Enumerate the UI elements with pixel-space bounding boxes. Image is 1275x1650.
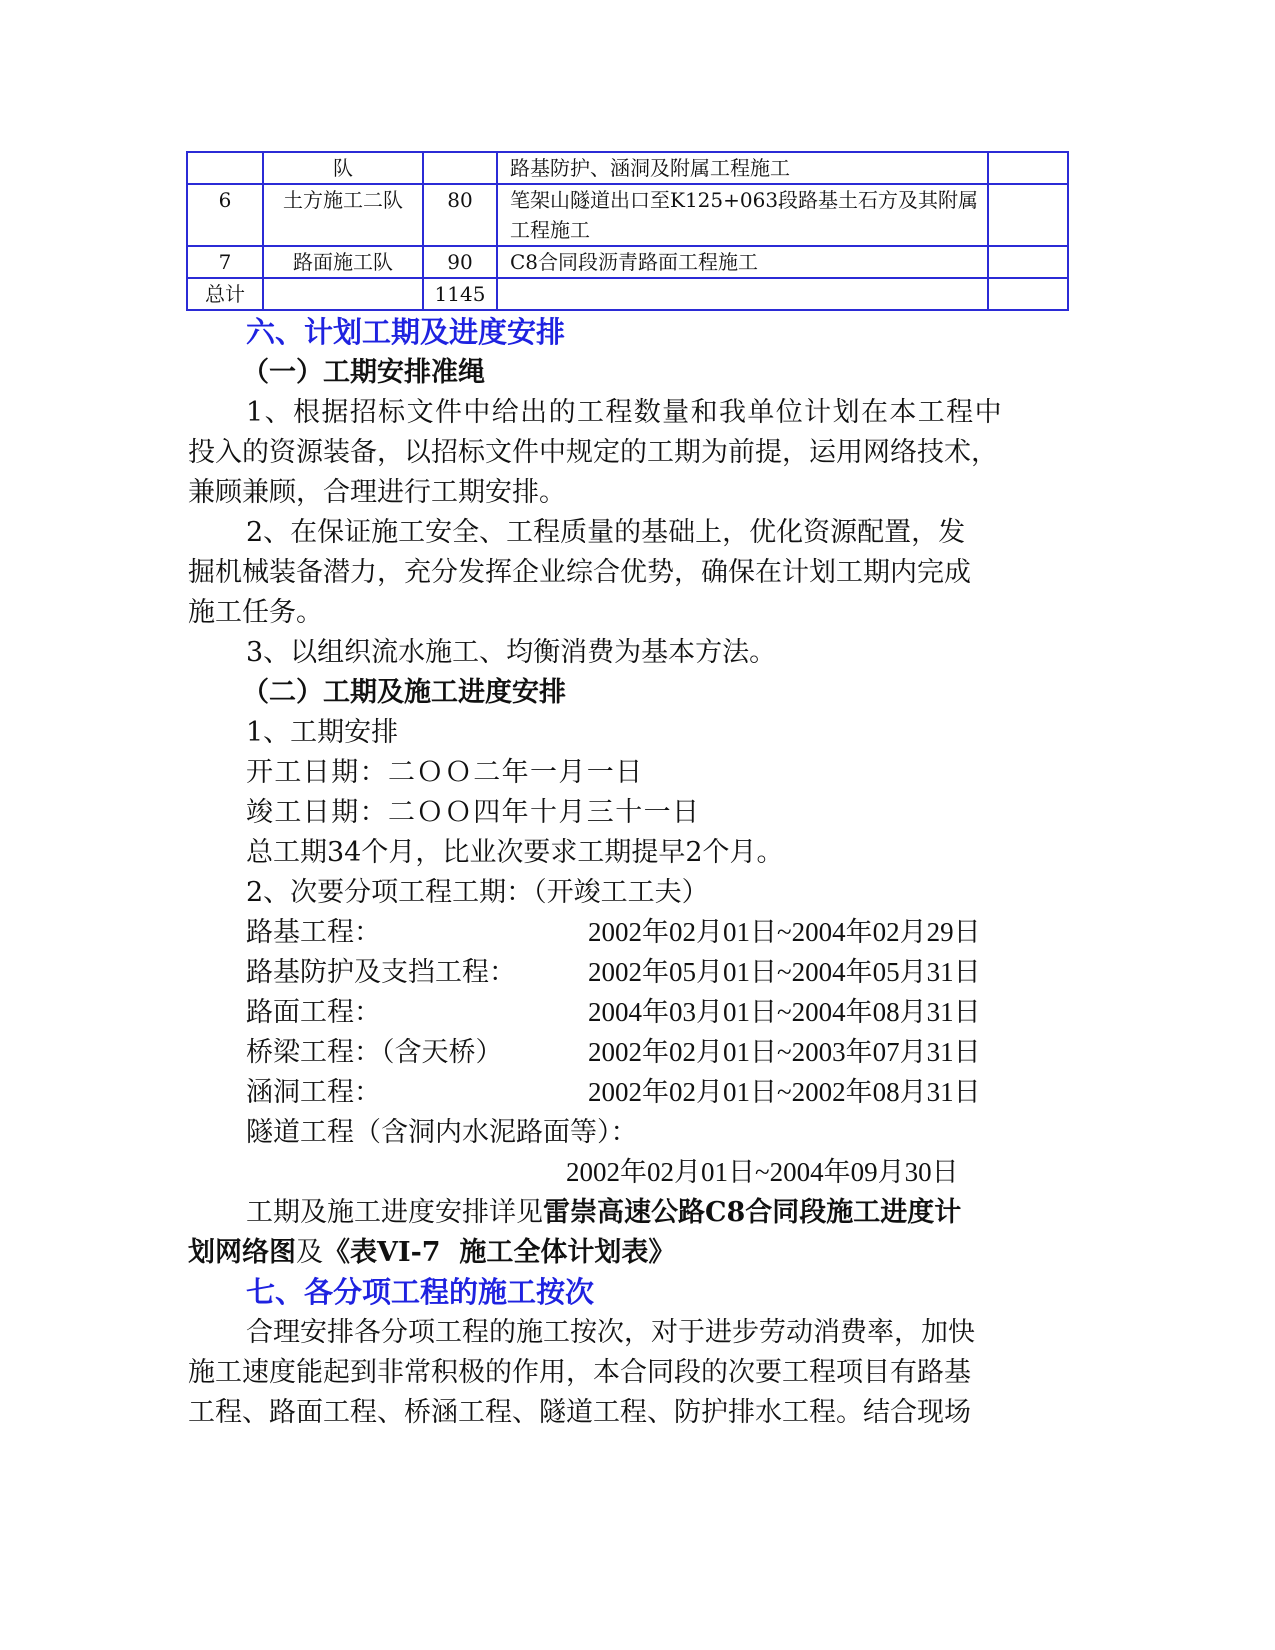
schedule-label: 路基防护及支挡工程： bbox=[246, 957, 516, 988]
row-count bbox=[423, 152, 497, 184]
row-task: 路基防护、涵洞及附属工程施工 bbox=[497, 152, 988, 184]
schedule-value: 2004年03月01日~2004年08月31日 bbox=[588, 997, 981, 1027]
schedule-value: 2002年02月01日~2004年02月29日 bbox=[588, 917, 981, 947]
table-row bbox=[187, 152, 1068, 184]
row-no: 总计 bbox=[187, 278, 263, 310]
schedule-value: 2002年02月01日~2003年07月31日 bbox=[588, 1037, 981, 1067]
schedule-value: 2002年02月01日~2002年08月31日 bbox=[588, 1077, 981, 1107]
para2-line3: 施工任务。 bbox=[188, 597, 323, 628]
row-task bbox=[497, 278, 988, 310]
para1-line3: 兼顾兼顾，合理进行工期安排。 bbox=[188, 477, 566, 508]
para2-line1: 2、在保证施工安全、工程质量的基础上，优化资源配置，发 bbox=[246, 517, 966, 548]
para2-line2: 掘机械装备潜力，充分发挥企业综合优势，确保在计划工期内完成 bbox=[188, 557, 971, 588]
reference-prefix: 工期及施工进度安排详见 bbox=[246, 1197, 543, 1228]
reference-line1 bbox=[246, 1192, 961, 1233]
table-row bbox=[187, 246, 1068, 278]
subsection1-title: （一）工期安排准绳 bbox=[242, 357, 485, 388]
row-no: 6 bbox=[187, 184, 263, 246]
row-count: 80 bbox=[423, 184, 497, 246]
schedule-label: 路基工程： bbox=[246, 917, 381, 948]
schedule-label: 桥梁工程：（含天桥） bbox=[246, 1037, 503, 1068]
section7-title: 七、各分项工程的施工按次 bbox=[246, 1275, 595, 1309]
row-count: 1145 bbox=[423, 278, 497, 310]
schedule-label: 涵洞工程： bbox=[246, 1077, 381, 1108]
table-row bbox=[187, 184, 1068, 246]
row-note bbox=[988, 184, 1068, 246]
schedule-label: 路面工程： bbox=[246, 997, 381, 1028]
subsection2-title: （二）工期及施工进度安排 bbox=[242, 677, 566, 708]
row-note bbox=[988, 246, 1068, 278]
reference-bold-1: 雷崇高速公路C8合同段施工进度计 bbox=[543, 1197, 962, 1228]
row-team bbox=[263, 278, 423, 310]
row-task: 笔架山隧道出口至K125+063段路基土石方及其附属工程施工 bbox=[497, 184, 988, 246]
start-date: 开工日期：二ＯＯ二年一月一日 bbox=[246, 757, 644, 788]
row-team: 队 bbox=[263, 152, 423, 184]
reference-bold-3: 《表VI-7 施工全体计划表》 bbox=[323, 1237, 676, 1268]
schedule-value: 2002年05月01日~2004年05月31日 bbox=[588, 957, 981, 987]
reference-mid: 及 bbox=[296, 1237, 323, 1268]
reference-bold-2: 划网络图 bbox=[188, 1237, 296, 1268]
end-date: 竣工日期：二ＯＯ四年十月三十一日 bbox=[246, 797, 701, 828]
row-note bbox=[988, 278, 1068, 310]
row-no bbox=[187, 152, 263, 184]
item2: 2、次要分项工程工期：（开竣工工夫） bbox=[246, 877, 709, 908]
section7-line1: 合理安排各分项工程的施工按次，对于进步劳动消费率，加快 bbox=[246, 1317, 975, 1348]
tunnel-label: 隧道工程（含洞内水泥路面等）： bbox=[246, 1117, 638, 1148]
table-row bbox=[187, 278, 1068, 310]
tunnel-value: 2002年02月01日~2004年09月30日 bbox=[566, 1157, 959, 1187]
section6-title: 六、计划工期及进度安排 bbox=[246, 315, 566, 349]
section7-line2: 施工速度能起到非常积极的作用，本合同段的次要工程项目有路基 bbox=[188, 1357, 971, 1388]
row-no: 7 bbox=[187, 246, 263, 278]
total-duration: 总工期34个月，比业次要求工期提早2个月。 bbox=[246, 837, 784, 868]
team-table bbox=[186, 151, 1069, 311]
row-team: 土方施工二队 bbox=[263, 184, 423, 246]
para3: 3、以组织流水施工、均衡消费为基本方法。 bbox=[246, 637, 777, 668]
reference-line2 bbox=[188, 1232, 675, 1273]
section7-line3: 工程、路面工程、桥涵工程、隧道工程、防护排水工程。结合现场 bbox=[188, 1397, 971, 1428]
para1-line1: 1、根据招标文件中给出的工程数量和我单位计划在本工程中 bbox=[246, 397, 1003, 428]
para1-line2: 投入的资源装备，以招标文件中规定的工期为前提，运用网络技术， bbox=[188, 437, 998, 468]
row-count: 90 bbox=[423, 246, 497, 278]
row-note bbox=[988, 152, 1068, 184]
row-team: 路面施工队 bbox=[263, 246, 423, 278]
item1: 1、工期安排 bbox=[246, 717, 399, 748]
row-task: C8合同段沥青路面工程施工 bbox=[497, 246, 988, 278]
